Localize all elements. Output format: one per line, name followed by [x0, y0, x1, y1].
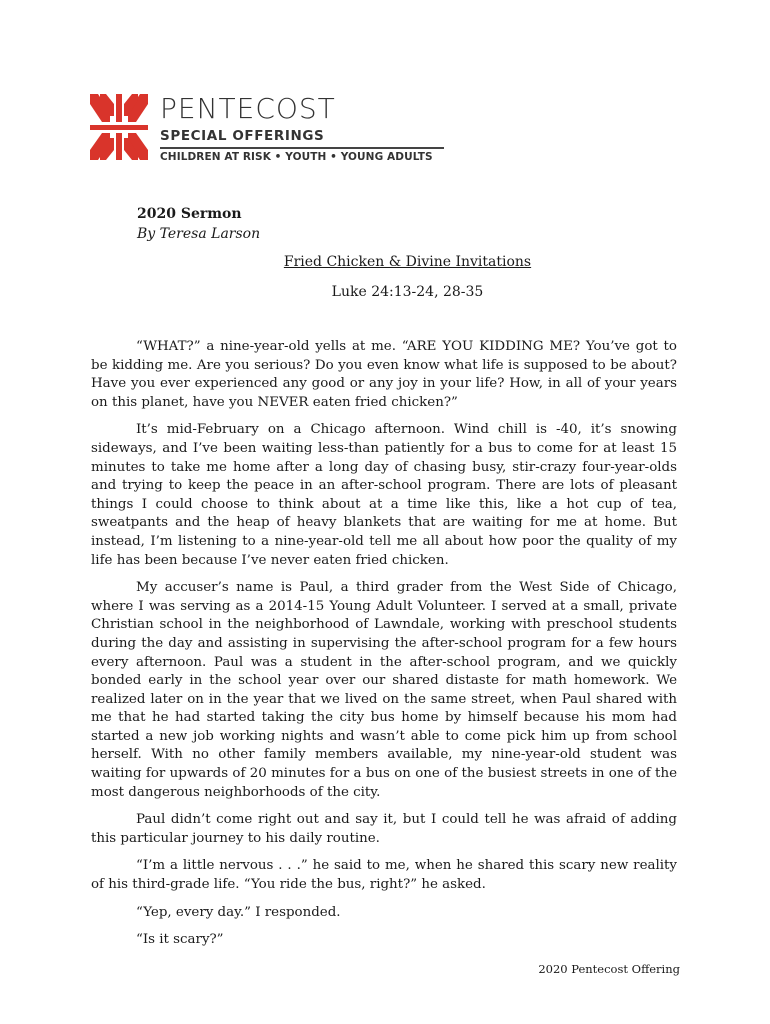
- logo-divider: [160, 147, 444, 149]
- pentecost-cross-icon: [88, 92, 150, 162]
- paragraph: “Is it scary?”: [136, 932, 224, 948]
- paragraph: Paul didn’t come right out and say it, but I could tell he was afraid of adding this particular journey to his daily routine.: [91, 812, 677, 846]
- paragraph: “Yep, every day.” I responded.: [136, 904, 341, 920]
- logo-subtitle: SPECIAL OFFERINGS: [160, 128, 325, 144]
- paragraph: It’s mid-February on a Chicago afternoon. Wind chill is -40, it’s snowing sideways, and I’ve been waiting less-than patiently for a bus to come for at least 15 minutes to take me home after a long day of chasing busy, stir-crazy four-year-olds and trying to keep the peace in an after-school program. There are lots of pleasant things I could choose to think about at a time like this, like a hot cup of tea, sweatpants and the heap of heavy blankets that are waiting for me at home. But instead, I’m listening to a nine-year-old tell me all about how poor the quality of my life has been because I’ve never eaten fried chicken.: [91, 422, 677, 568]
- sermon-byline: By Teresa Larson: [137, 226, 261, 242]
- page-footer: 2020 Pentecost Offering: [538, 962, 680, 976]
- scripture-reference: Luke 24:13-24, 28-35: [331, 284, 484, 300]
- sermon-body: [91, 338, 677, 959]
- logo-title: PENTECOST: [160, 92, 336, 125]
- pentecost-logo: [88, 92, 448, 172]
- sermon-title: Fried Chicken & Divine Invitations: [283, 254, 532, 270]
- paragraph: “I’m a little nervous . . .” he said to me, when he shared this scary new reality of his third-grade life. “You ride the bus, right?” he asked.: [91, 858, 677, 893]
- paragraph: “WHAT?” a nine-year-old yells at me. “ARE YOU KIDDING ME? You’ve got to be kidding me. Are you serious? Do you even know what life is supposed to be about? Have you ever experienced any good or any joy in your life? How, in all of your years on this planet, have you NEVER eaten fried chicken?”: [91, 339, 677, 410]
- sermon-heading: 2020 Sermon: [137, 206, 242, 222]
- logo-tagline: CHILDREN AT RISK • YOUTH • YOUNG ADULTS: [160, 151, 433, 163]
- paragraph: My accuser’s name is Paul, a third grader from the West Side of Chicago, where I was serving as a 2014-15 Young Adult Volunteer. I served at a small, private Christian school in the neighborhood of Lawndale, working with preschool students during the day and assisting in supervising the after-school program for a few hours every afternoon. Paul was a student in the after-school program, and we quickly bonded early in the school year over our shared distaste for math homework. We realized later on in the year that we lived on the same street, when Paul shared with me that he had started taking the city bus home by himself because his mom had started a new job working nights and wasn’t able to come pick him up from school herself. With no other family members available, my nine-year-old student was waiting for upwards of 20 minutes for a bus on one of the busiest streets in one of the most dangerous neighborhoods of the city.: [91, 580, 677, 800]
